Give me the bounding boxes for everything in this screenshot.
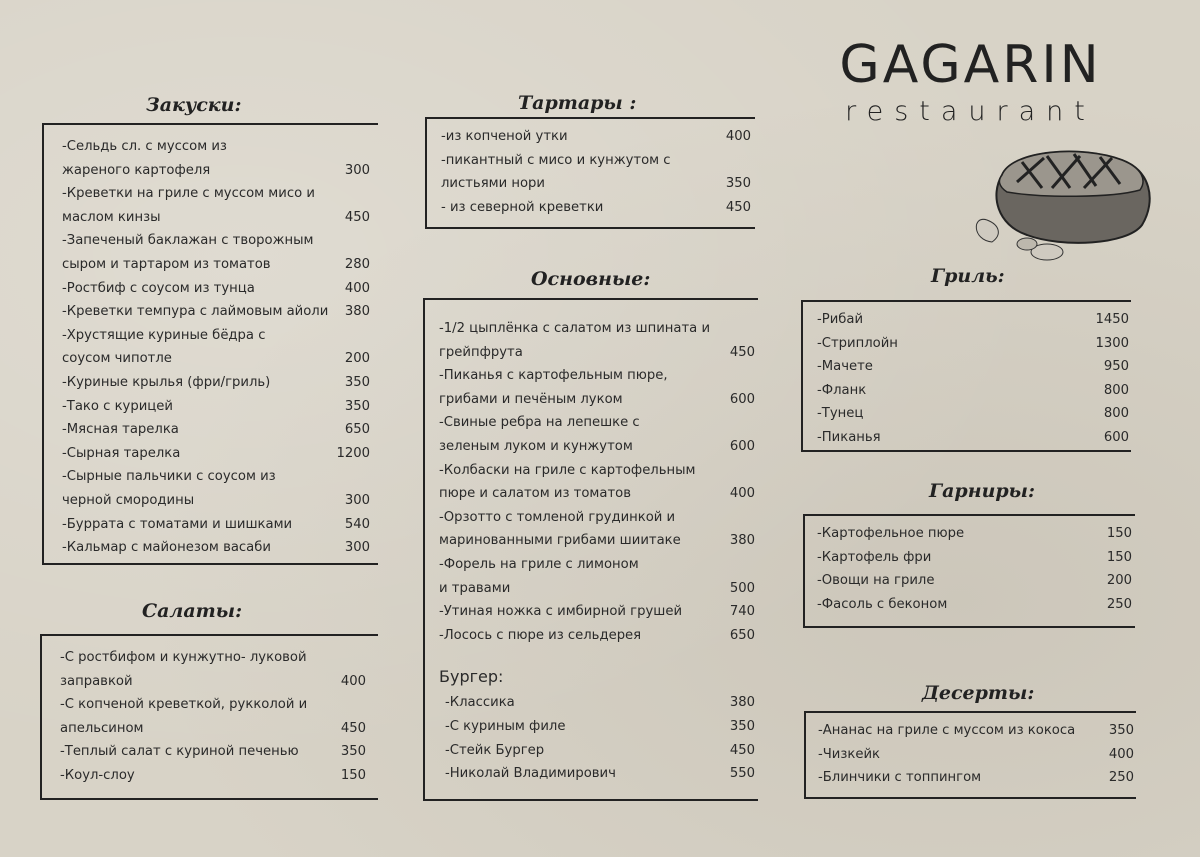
menu-item bbox=[439, 506, 755, 553]
item-price: 380 bbox=[729, 533, 755, 549]
item-name: -С копченой креветкой, рукколой и апельсином bbox=[60, 697, 308, 736]
osnovnye-list bbox=[439, 317, 755, 786]
menu-item bbox=[439, 762, 755, 786]
item-name: -Лосось с пюре из сельдерея bbox=[439, 627, 642, 643]
item-name: -Блинчики с топпингом bbox=[818, 770, 982, 786]
item-name: -Сырная тарелка bbox=[62, 445, 181, 461]
menu-item bbox=[60, 764, 366, 788]
menu-item bbox=[62, 418, 370, 442]
section-title-osnovnye: Основные: bbox=[531, 268, 651, 290]
salaty-box bbox=[40, 634, 378, 800]
menu-item bbox=[62, 395, 370, 419]
menu-item bbox=[62, 300, 370, 324]
item-price: 380 bbox=[344, 304, 370, 320]
menu-item bbox=[62, 536, 370, 560]
item-price: 200 bbox=[344, 351, 370, 367]
item-price: 150 bbox=[340, 767, 366, 783]
item-price: 740 bbox=[729, 604, 755, 620]
item-price: 450 bbox=[729, 742, 755, 758]
item-price: 540 bbox=[344, 516, 370, 532]
item-name: -Тако с курицей bbox=[62, 398, 173, 414]
deserty-box bbox=[804, 711, 1136, 799]
menu-item bbox=[817, 522, 1132, 546]
item-name: -Ростбиф с соусом из тунца bbox=[62, 280, 255, 296]
section-title-salaty: Салаты: bbox=[142, 600, 243, 622]
menu-item bbox=[62, 442, 370, 466]
item-name: -Орзотто с томленой грудинкой и маринованными грибами шиитаке bbox=[439, 509, 681, 549]
menu-item bbox=[439, 715, 755, 739]
item-price: 400 bbox=[729, 486, 755, 502]
menu-item bbox=[62, 229, 370, 276]
item-name: -Свиные ребра на лепешке с зеленым луком и кунжутом bbox=[439, 415, 640, 454]
menu-item bbox=[62, 513, 370, 537]
item-price: 600 bbox=[729, 391, 755, 407]
item-price: 150 bbox=[1106, 526, 1132, 541]
menu-item bbox=[818, 719, 1134, 743]
item-name: -Мясная тарелка bbox=[62, 422, 179, 438]
steak-illustration bbox=[972, 140, 1162, 270]
item-price: 350 bbox=[725, 176, 751, 192]
item-price: 450 bbox=[729, 344, 755, 360]
item-price: 400 bbox=[340, 673, 366, 689]
section-title-gril: Гриль: bbox=[931, 265, 1005, 287]
item-price: 150 bbox=[1106, 549, 1132, 565]
item-name: -Мачете bbox=[817, 359, 873, 375]
gril-list bbox=[817, 308, 1129, 450]
menu-item bbox=[818, 743, 1134, 767]
item-name: -С ростбифом и кунжутно- луковой заправкой bbox=[60, 650, 307, 689]
menu-item bbox=[439, 691, 755, 715]
menu-item bbox=[817, 308, 1129, 332]
menu-item bbox=[817, 379, 1129, 403]
item-name: -Креветки темпура с лаймовым айоли bbox=[62, 304, 329, 320]
item-name: - из северной креветки bbox=[441, 199, 604, 215]
menu-item bbox=[817, 569, 1132, 593]
item-name: -пикантный с мисо и кунжутом с листьями нори bbox=[441, 152, 671, 192]
item-price: 300 bbox=[344, 540, 370, 556]
menu-item bbox=[62, 465, 370, 512]
item-price: 450 bbox=[725, 199, 751, 215]
salaty-list bbox=[60, 646, 366, 788]
menu-item bbox=[817, 402, 1129, 426]
menu-item bbox=[441, 196, 751, 220]
item-price: 350 bbox=[344, 374, 370, 390]
item-price: 800 bbox=[1103, 406, 1129, 422]
item-name: -С куриным филе bbox=[445, 718, 566, 734]
item-price: 650 bbox=[344, 422, 370, 438]
item-name: -Кальмар с майонезом васаби bbox=[62, 540, 271, 556]
item-name: -Стриплойн bbox=[817, 335, 898, 351]
item-price: 800 bbox=[1103, 382, 1129, 398]
item-price: 550 bbox=[729, 766, 755, 782]
menu-item bbox=[439, 317, 755, 364]
item-name: -Хрустящие куриные бёдра с соусом чипотле bbox=[62, 327, 266, 367]
tartary-box bbox=[425, 117, 755, 229]
garniry-list bbox=[817, 522, 1132, 616]
item-price: 200 bbox=[1106, 573, 1132, 589]
item-price: 380 bbox=[729, 695, 755, 711]
menu-item bbox=[62, 324, 370, 371]
menu-item bbox=[439, 364, 755, 411]
section-title-zakuski: Закуски: bbox=[146, 94, 242, 116]
item-price: 350 bbox=[729, 718, 755, 734]
tartary-list bbox=[441, 125, 751, 219]
brand-subtitle: restaurant bbox=[845, 96, 1096, 127]
menu-item bbox=[62, 182, 370, 229]
item-price: 300 bbox=[344, 162, 370, 178]
item-name: -Рибай bbox=[817, 312, 864, 327]
item-price: 1200 bbox=[336, 445, 370, 461]
menu-item bbox=[817, 332, 1129, 356]
menu-item bbox=[817, 546, 1132, 570]
zakuski-box bbox=[42, 123, 378, 565]
menu-item bbox=[441, 125, 751, 149]
item-name: -Сельдь сл. с муссом из жареного картофеля bbox=[62, 139, 227, 178]
section-title-garniry: Гарниры: bbox=[929, 480, 1036, 502]
item-name: -Фланк bbox=[817, 382, 867, 398]
brand-name: GAGARIN bbox=[839, 35, 1102, 95]
item-price: 350 bbox=[1108, 723, 1134, 738]
item-name: -Картофель фри bbox=[817, 549, 932, 565]
item-price: 350 bbox=[344, 398, 370, 414]
item-price: 300 bbox=[344, 492, 370, 508]
item-name: -из копченой утки bbox=[441, 129, 568, 144]
menu-item bbox=[62, 371, 370, 395]
item-price: 600 bbox=[729, 438, 755, 454]
brand-logo bbox=[808, 36, 1133, 127]
menu-item bbox=[817, 593, 1132, 617]
menu-item bbox=[439, 459, 755, 506]
item-price: 450 bbox=[340, 720, 366, 736]
menu-item bbox=[60, 646, 366, 693]
item-price: 250 bbox=[1108, 770, 1134, 786]
zakuski-list bbox=[62, 135, 370, 560]
menu-item bbox=[60, 740, 366, 764]
item-name: -Николай Владимирович bbox=[445, 766, 616, 782]
section-title-tartary: Тартары : bbox=[518, 92, 637, 114]
menu-item bbox=[817, 426, 1129, 450]
item-name: -Чизкейк bbox=[818, 746, 880, 762]
item-name: -Куриные крылья (фри/гриль) bbox=[62, 374, 271, 390]
item-name: -Буррата с томатами и шишками bbox=[62, 516, 293, 532]
item-name: -Пиканья bbox=[817, 429, 881, 445]
item-name: -Овощи на гриле bbox=[817, 573, 935, 589]
item-name: -Тунец bbox=[817, 406, 864, 422]
menu-item bbox=[817, 355, 1129, 379]
osnovnye-box bbox=[423, 298, 758, 801]
item-name: -Коул-слоу bbox=[60, 767, 135, 783]
menu-item bbox=[62, 135, 370, 182]
item-name: -Утиная ножка с имбирной грушей bbox=[439, 604, 683, 620]
item-price: 350 bbox=[340, 744, 366, 760]
item-price: 280 bbox=[344, 256, 370, 272]
item-price: 500 bbox=[729, 580, 755, 596]
item-name: -Фасоль с беконом bbox=[817, 596, 948, 612]
deserty-list bbox=[818, 719, 1134, 790]
menu-item bbox=[439, 739, 755, 763]
menu-item bbox=[62, 277, 370, 301]
burger-subtitle: Бургер: bbox=[439, 667, 504, 687]
item-price: 400 bbox=[1108, 746, 1134, 762]
item-price: 400 bbox=[725, 129, 751, 144]
item-name: -Теплый салат с куриной печенью bbox=[60, 744, 299, 760]
item-name: -1/2 цыплёнка с салатом из шпината и грейпфрута bbox=[439, 321, 711, 360]
item-name: -Пиканья с картофельным пюре, грибами и печёным луком bbox=[439, 368, 668, 407]
item-name: -Картофельное пюре bbox=[817, 526, 965, 541]
item-name: -Колбаски на гриле с картофельным пюре и салатом из томатов bbox=[439, 462, 696, 502]
item-name: -Стейк Бургер bbox=[445, 742, 545, 758]
item-name: -Форель на гриле с лимоном и травами bbox=[439, 556, 639, 596]
item-name: -Креветки на гриле с муссом мисо и маслом кинзы bbox=[62, 186, 315, 225]
item-price: 650 bbox=[729, 627, 755, 643]
item-price: 950 bbox=[1103, 359, 1129, 375]
menu-item bbox=[439, 553, 755, 600]
item-price: 400 bbox=[344, 280, 370, 296]
item-price: 250 bbox=[1106, 596, 1132, 612]
item-price: 600 bbox=[1103, 429, 1129, 445]
menu-item bbox=[60, 693, 366, 740]
item-price: 1300 bbox=[1095, 335, 1129, 351]
item-name: -Сырные пальчики с соусом из черной смородины bbox=[62, 469, 276, 508]
gril-box bbox=[801, 300, 1131, 452]
item-name: -Классика bbox=[445, 695, 515, 711]
menu-item bbox=[439, 624, 755, 648]
section-title-deserty: Десерты: bbox=[922, 682, 1035, 704]
item-name: -Запеченый баклажан с творожным сыром и тартаром из томатов bbox=[62, 233, 314, 272]
menu-item bbox=[441, 149, 751, 196]
item-name: -Ананас на гриле с муссом из кокоса bbox=[818, 723, 1076, 738]
menu-item bbox=[818, 766, 1134, 790]
item-price: 1450 bbox=[1095, 312, 1129, 327]
menu-item bbox=[439, 600, 755, 624]
item-price: 450 bbox=[344, 209, 370, 225]
menu-item bbox=[439, 411, 755, 458]
garniry-box bbox=[803, 514, 1135, 628]
